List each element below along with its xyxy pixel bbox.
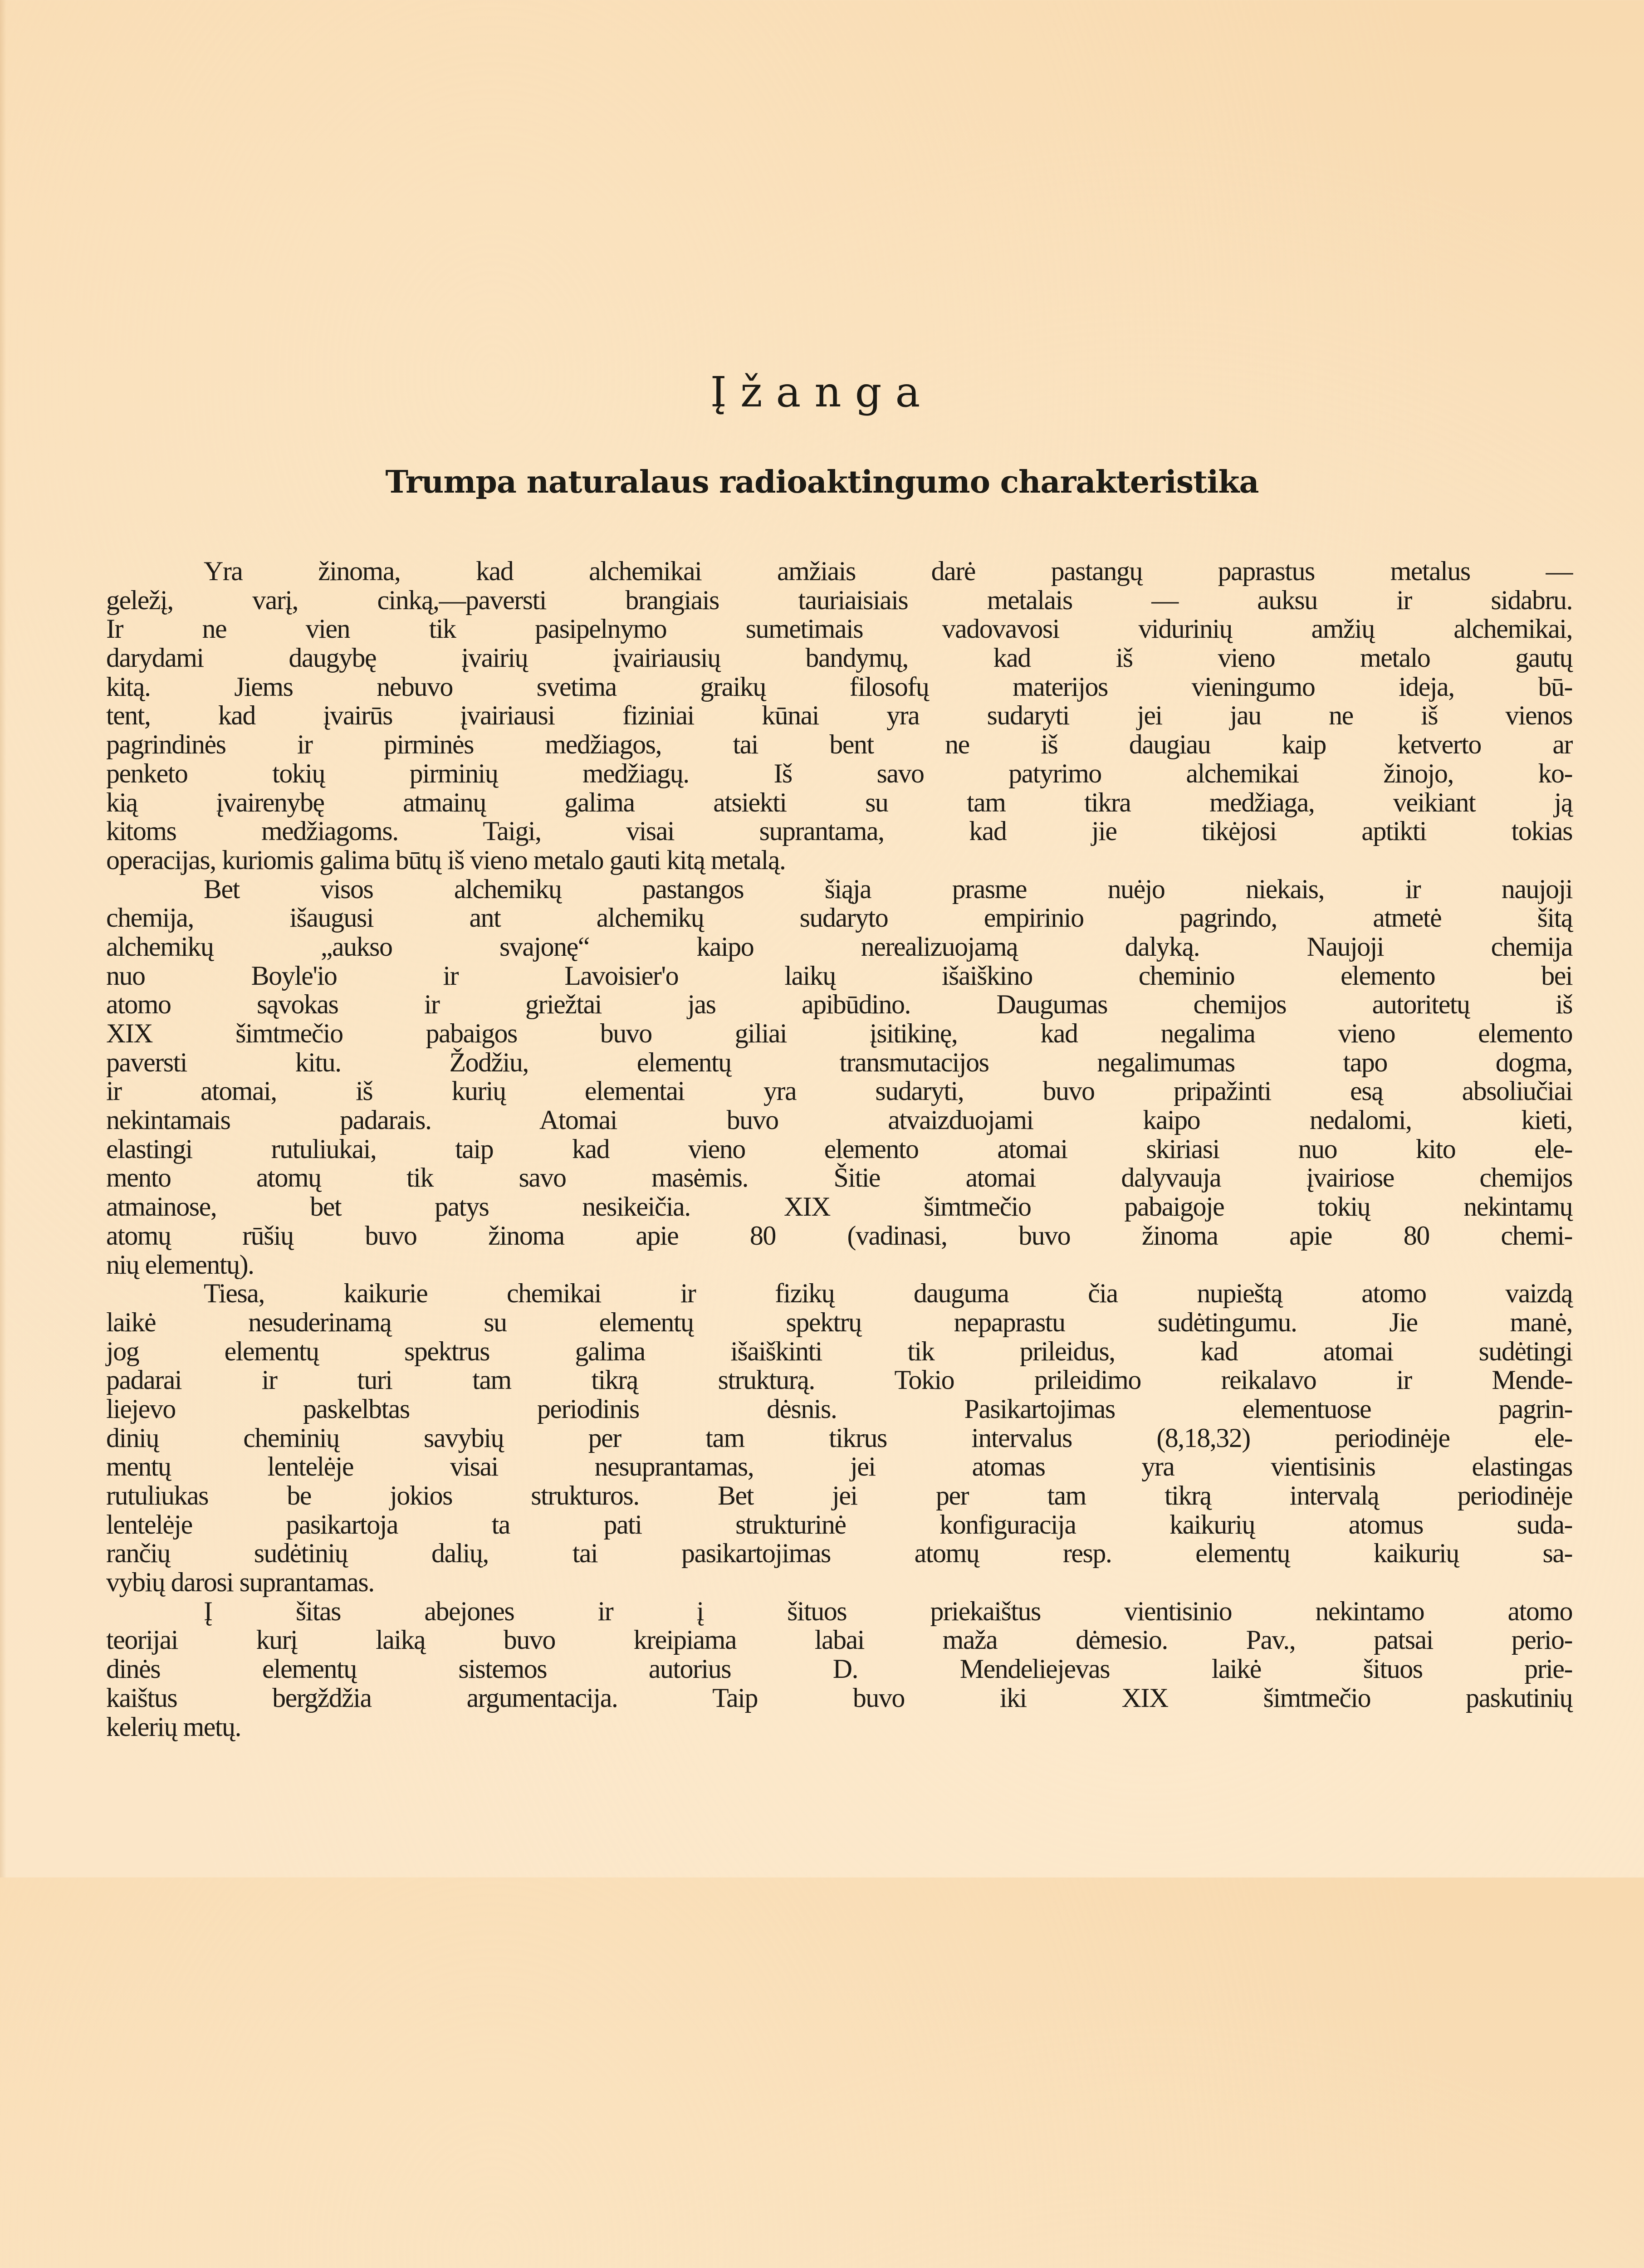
section-subtitle: Trumpa naturalaus radioaktingumo charakteristika [385, 464, 1259, 500]
text-line: paversti kitu. Žodžiu, elementų transmutacijos negalimumas tapo dogma, [106, 1047, 1572, 1077]
chapter-title: Įžanga [710, 368, 934, 416]
text-line: ir atomai, iš kurių elementai yra sudaryti, buvo pripažinti esą absoliučiai [106, 1076, 1572, 1106]
text-line: atmainose, bet patys nesikeičia. XIX šimtmečio pabaigoje tokių nekintamų [106, 1192, 1572, 1222]
text-line: vybių darosi suprantamas. [106, 1567, 374, 1598]
text-line: padarai ir turi tam tikrą strukturą. Tokio prileidimo reikalavo ir Mende- [106, 1365, 1572, 1395]
text-line: mento atomų tik savo masėmis. Šitie atomai dalyvauja įvairiose chemijos [106, 1163, 1572, 1193]
text-line: kelerių metų. [106, 1711, 241, 1742]
page-edge-shadow [0, 0, 6, 1877]
text-line: chemija, išaugusi ant alchemikų sudaryto empirinio pagrindo, atmetė šitą [106, 903, 1572, 933]
text-line: atomo sąvokas ir griežtai jas apibūdino. Daugumas chemijos autoritetų iš [106, 989, 1572, 1020]
text-line: nuo Boyle'io ir Lavoisier'o laikų išaiškino cheminio elemento bei [106, 960, 1572, 991]
text-line: kitą. Jiems nebuvo svetima graikų filosofų materijos vieningumo ideja, bū- [106, 671, 1572, 702]
text-line: rančių sudėtinių dalių, tai pasikartojimas atomų resp. elementų kaikurių sa- [106, 1538, 1572, 1569]
text-line: dinių cheminių savybių per tam tikrus intervalus (8,18,32) periodinėje ele- [106, 1422, 1572, 1453]
body-text [106, 557, 1572, 1741]
text-line: kitoms medžiagoms. Taigi, visai suprantama, kad jie tikėjosi aptikti tokias [106, 816, 1572, 846]
text-line: nių elementų). [106, 1249, 254, 1280]
text-line: tent, kad įvairūs įvairiausi fiziniai kūnai yra sudaryti jei jau ne iš vienos [106, 700, 1572, 731]
text-line: pagrindinės ir pirminės medžiagos, tai bent ne iš daugiau kaip ketverto ar [106, 729, 1572, 760]
text-line: geležį, varį, cinką,—paversti brangiais tauriaisiais metalais — auksu ir sidabru. [106, 585, 1572, 615]
text-line: laikė nesuderinamą su elementų spektrų nepaprastu sudėtingumu. Jie manė, [106, 1307, 1572, 1337]
text-line: alchemikų „aukso svajonę“ kaipo nerealizuojamą dalyką. Naujoji chemija [106, 931, 1572, 962]
text-line: mentų lentelėje visai nesuprantamas, jei atomas yra vientisinis elastingas [106, 1452, 1572, 1482]
text-line: jog elementų spektrus galima išaiškinti tik prileidus, kad atomai sudėtingi [106, 1336, 1572, 1366]
text-line: darydami daugybę įvairių įvairiausių bandymų, kad iš vieno metalo gautų [106, 643, 1572, 673]
text-line: operacijas, kuriomis galima būtų iš vieno metalo gauti kitą metalą. [106, 845, 786, 875]
text-line: nekintamais padarais. Atomai buvo atvaizduojami kaipo nedalomi, kieti, [106, 1105, 1572, 1135]
text-line: Yra žinoma, kad alchemikai amžiais darė pastangų paprastus metalus — [204, 556, 1572, 586]
text-line: kaištus bergždžia argumentacija. Taip buvo iki XIX šimtmečio paskutinių [106, 1682, 1572, 1713]
text-line: teorijai kurį laiką buvo kreipiama labai maža dėmesio. Pav., patsai perio- [106, 1625, 1572, 1655]
text-line: Ir ne vien tik pasipelnymo sumetimais vadovavosi vidurinių amžių alchemikai, [106, 614, 1572, 644]
text-line: Tiesa, kaikurie chemikai ir fizikų dauguma čia nupieštą atomo vaizdą [204, 1278, 1572, 1309]
text-line: penketo tokių pirminių medžiagų. Iš savo patyrimo alchemikai žinojo, ko- [106, 758, 1572, 788]
text-line: atomų rūšių buvo žinoma apie 80 (vadinasi, buvo žinoma apie 80 chemi- [106, 1220, 1572, 1251]
text-line: Bet visos alchemikų pastangos šiąja prasme nuėjo niekais, ir naujoji [204, 874, 1572, 904]
text-line: kią įvairenybę atmainų galima atsiekti su tam tikra medžiaga, veikiant ją [106, 787, 1572, 817]
text-line: rutuliukas be jokios strukturos. Bet jei per tam tikrą intervalą periodinėje [106, 1481, 1572, 1510]
text-line: dinės elementų sistemos autorius D. Mendeliejevas laikė šituos prie- [106, 1654, 1572, 1684]
text-line: Į šitas abejones ir į šituos priekaištus vientisinio nekintamo atomo [204, 1596, 1572, 1626]
text-line: lentelėje pasikartoja ta pati strukturinė konfiguracija kaikurių atomus suda- [106, 1509, 1572, 1540]
text-line: liejevo paskelbtas periodinis dėsnis. Pasikartojimas elementuose pagrin- [106, 1393, 1572, 1424]
text-line: XIX šimtmečio pabaigos buvo giliai įsitikinę, kad negalima vieno elemento [106, 1018, 1572, 1048]
text-line: elastingi rutuliukai, taip kad vieno elemento atomai skiriasi nuo kito ele- [106, 1134, 1572, 1164]
